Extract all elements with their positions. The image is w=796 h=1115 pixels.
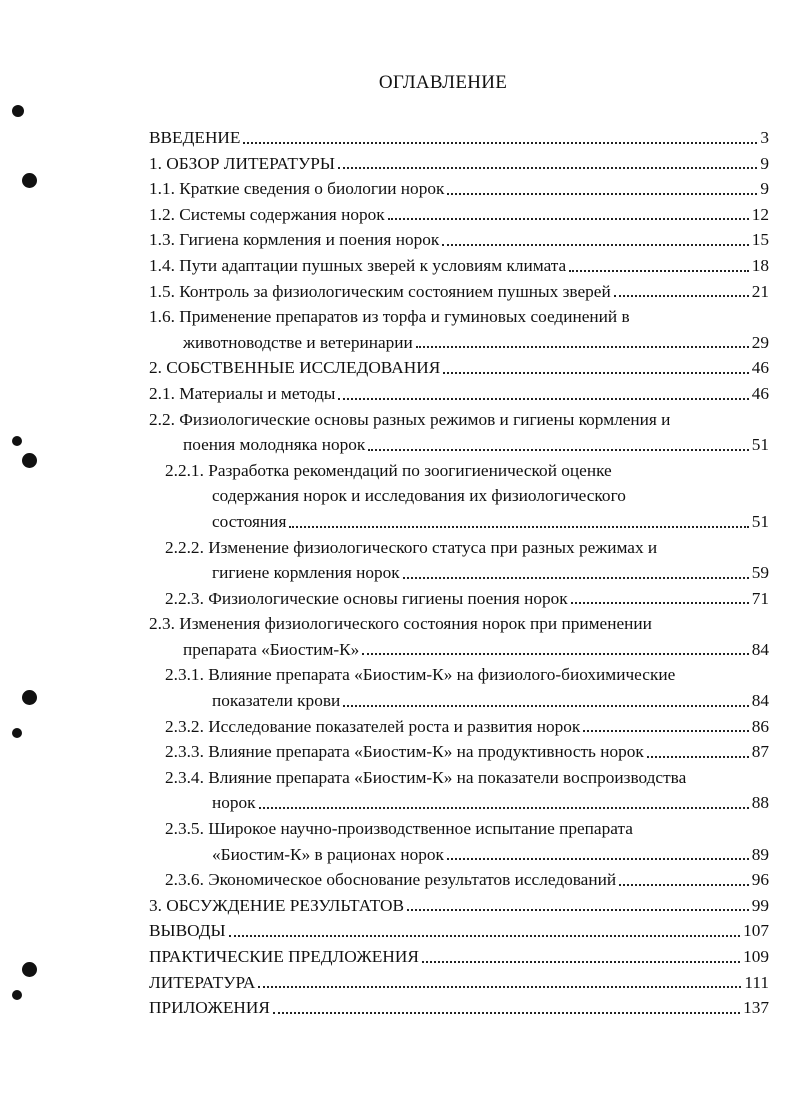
- leader-dots: [243, 141, 757, 144]
- toc-page-number: 109: [743, 947, 769, 967]
- toc-page-number: 51: [751, 435, 769, 455]
- punch-hole: [12, 990, 22, 1000]
- toc-page-number: 46: [751, 358, 769, 378]
- toc-entry: [149, 535, 769, 586]
- toc-entry: [149, 355, 769, 381]
- toc-entry-title: 2.2. Физиологические основы разных режимов и гигиены кормления и: [149, 409, 671, 429]
- punch-hole: [22, 690, 37, 705]
- toc-entry: [149, 714, 769, 740]
- toc-page-number: 9: [760, 179, 769, 199]
- punch-hole: [22, 962, 37, 977]
- toc-page-number: 84: [751, 639, 769, 659]
- toc-page-number: 86: [751, 716, 769, 736]
- punch-hole: [22, 173, 37, 188]
- toc-page-number: 96: [751, 870, 769, 890]
- leader-dots: [614, 294, 749, 297]
- toc-page-number: 29: [751, 332, 769, 352]
- leader-dots: [569, 269, 748, 272]
- toc-entry-title: 1.4. Пути адаптации пушных зверей к условиям климата: [149, 255, 567, 275]
- toc-entry-title: 2.2.2. Изменение физиологического статуса при разных режимах и: [165, 537, 658, 557]
- toc-entry-title: 3. ОБСУЖДЕНИЕ РЕЗУЛЬТАТОВ: [149, 895, 404, 915]
- leader-dots: [647, 755, 749, 758]
- toc-entry-title: 2.3.3. Влияние препарата «Биостим-К» на продуктивность норок: [165, 742, 644, 762]
- toc-entry: [149, 893, 769, 919]
- toc-entry: [149, 867, 769, 893]
- leader-dots: [388, 217, 749, 220]
- toc-entry-title: препарата «Биостим-К»: [183, 639, 360, 659]
- toc-entry-title: ЛИТЕРАТУРА: [149, 972, 256, 992]
- toc-entry-title: 2.2.1. Разработка рекомендаций по зоогигиенической оценке: [165, 460, 612, 480]
- leader-dots: [338, 397, 748, 400]
- toc-entry-title: гигиене кормления норок: [212, 563, 400, 583]
- toc-entry: [149, 381, 769, 407]
- toc-entry: [149, 944, 769, 970]
- toc-page-number: 111: [744, 972, 769, 992]
- toc-page-number: 46: [751, 383, 769, 403]
- toc-page-number: 71: [751, 588, 769, 608]
- leader-dots: [343, 704, 748, 707]
- punch-hole: [12, 436, 22, 446]
- leader-dots: [289, 525, 748, 528]
- punch-hole: [22, 453, 37, 468]
- toc-entry: [149, 227, 769, 253]
- toc-entry-title: 2.3.6. Экономическое обоснование результатов исследований: [165, 870, 617, 890]
- toc-entry-title: показатели крови: [212, 691, 341, 711]
- toc-entry: [149, 995, 769, 1021]
- toc-entry: [149, 407, 769, 458]
- toc-entry: [149, 970, 769, 996]
- leader-dots: [442, 243, 748, 246]
- toc-entry-title: 2.3.1. Влияние препарата «Биостим-К» на физиолого-биохимические: [165, 665, 676, 685]
- toc-page-number: 137: [743, 998, 769, 1018]
- toc-entry-title: 1.3. Гигиена кормления и поения норок: [149, 230, 440, 250]
- leader-dots: [229, 934, 740, 937]
- toc-entry: [149, 125, 769, 151]
- toc-entry: [149, 458, 769, 535]
- toc-entry-title: «Биостим-К» в рационах норок: [212, 844, 444, 864]
- toc-entry: [149, 304, 769, 355]
- toc-page-number: 107: [743, 921, 769, 941]
- leader-dots: [407, 908, 749, 911]
- toc-page-number: 99: [751, 895, 769, 915]
- toc-entry-title: 1.6. Применение препаратов из торфа и гуминовых соединений в: [149, 307, 630, 327]
- toc-entry-title: 2.3.4. Влияние препарата «Биостим-К» на показатели воспроизводства: [165, 767, 687, 787]
- toc-entry-title: 1.2. Системы содержания норок: [149, 204, 385, 224]
- leader-dots: [368, 448, 748, 451]
- toc-entry-title: поения молодняка норок: [183, 435, 366, 455]
- toc-entry: [149, 202, 769, 228]
- toc-entry-title: 2.1. Материалы и методы: [149, 383, 336, 403]
- toc-entry: [149, 151, 769, 177]
- punch-hole: [12, 728, 22, 738]
- toc-entry: [149, 586, 769, 612]
- toc-entry: [149, 279, 769, 305]
- toc-entry-title: ВВЕДЕНИЕ: [149, 128, 241, 147]
- leader-dots: [447, 192, 757, 195]
- toc-page-number: 9: [760, 153, 769, 173]
- toc-entry-title: норок: [212, 793, 256, 813]
- leader-dots: [443, 371, 749, 374]
- toc-entry: [149, 253, 769, 279]
- leader-dots: [259, 806, 749, 809]
- toc-entry: [149, 611, 769, 662]
- toc-entry: [149, 918, 769, 944]
- toc-page-number: 3: [760, 128, 769, 147]
- toc-entry: [149, 176, 769, 202]
- toc-page-number: 21: [751, 281, 769, 301]
- toc-entry: [149, 662, 769, 713]
- toc-page-number: 18: [751, 255, 769, 275]
- leader-dots: [416, 345, 749, 348]
- toc-page-number: 12: [751, 204, 769, 224]
- toc-entry-title: состояния: [212, 511, 287, 531]
- toc-entry: [149, 739, 769, 765]
- toc-entry-title: 1.1. Краткие сведения о биологии норок: [149, 179, 445, 199]
- leader-dots: [619, 883, 749, 886]
- leader-dots: [447, 857, 749, 860]
- leader-dots: [338, 166, 757, 169]
- toc-page-number: 15: [751, 230, 769, 250]
- punch-hole: [12, 105, 24, 117]
- toc-entry-title: 2.3.5. Широкое научно-производственное испытание препарата: [165, 819, 633, 839]
- leader-dots: [362, 652, 748, 655]
- leader-dots: [258, 985, 741, 988]
- toc-entry-title: животноводстве и ветеринарии: [183, 332, 413, 352]
- toc-page-number: 88: [751, 793, 769, 813]
- leader-dots: [273, 1011, 740, 1014]
- toc-page-number: 51: [751, 511, 769, 531]
- toc-page-number: 87: [751, 742, 769, 762]
- toc-entry-title: содержания норок и исследования их физиологического: [212, 486, 626, 506]
- toc-entry: [149, 816, 769, 867]
- toc-entry-title: ВЫВОДЫ: [149, 921, 226, 941]
- toc-entry-title: 1. ОБЗОР ЛИТЕРАТУРЫ: [149, 153, 335, 173]
- toc-page-number: 59: [751, 563, 769, 583]
- leader-dots: [571, 601, 749, 604]
- leader-dots: [422, 960, 740, 963]
- toc-page-number: 84: [751, 691, 769, 711]
- toc-entry-title: 2.3.2. Исследование показателей роста и развития норок: [165, 716, 581, 736]
- leader-dots: [583, 729, 748, 732]
- toc-entry-title: 2. СОБСТВЕННЫЕ ИССЛЕДОВАНИЯ: [149, 358, 441, 378]
- toc-entry-title: ПРИЛОЖЕНИЯ: [149, 998, 270, 1018]
- toc-entry-title: 2.3. Изменения физиологического состояния норок при применении: [149, 614, 652, 634]
- toc-entry-title: 1.5. Контроль за физиологическим состоянием пушных зверей: [149, 281, 611, 301]
- leader-dots: [403, 576, 749, 579]
- toc-entry-title: ПРАКТИЧЕСКИЕ ПРЕДЛОЖЕНИЯ: [149, 947, 419, 967]
- toc-page-number: 89: [751, 844, 769, 864]
- toc-entry: [149, 765, 769, 816]
- toc-entry-title: 2.2.3. Физиологические основы гигиены поения норок: [165, 588, 568, 608]
- page-title: ОГЛАВЛЕНИЕ: [378, 72, 508, 93]
- table-of-contents: [149, 125, 769, 1021]
